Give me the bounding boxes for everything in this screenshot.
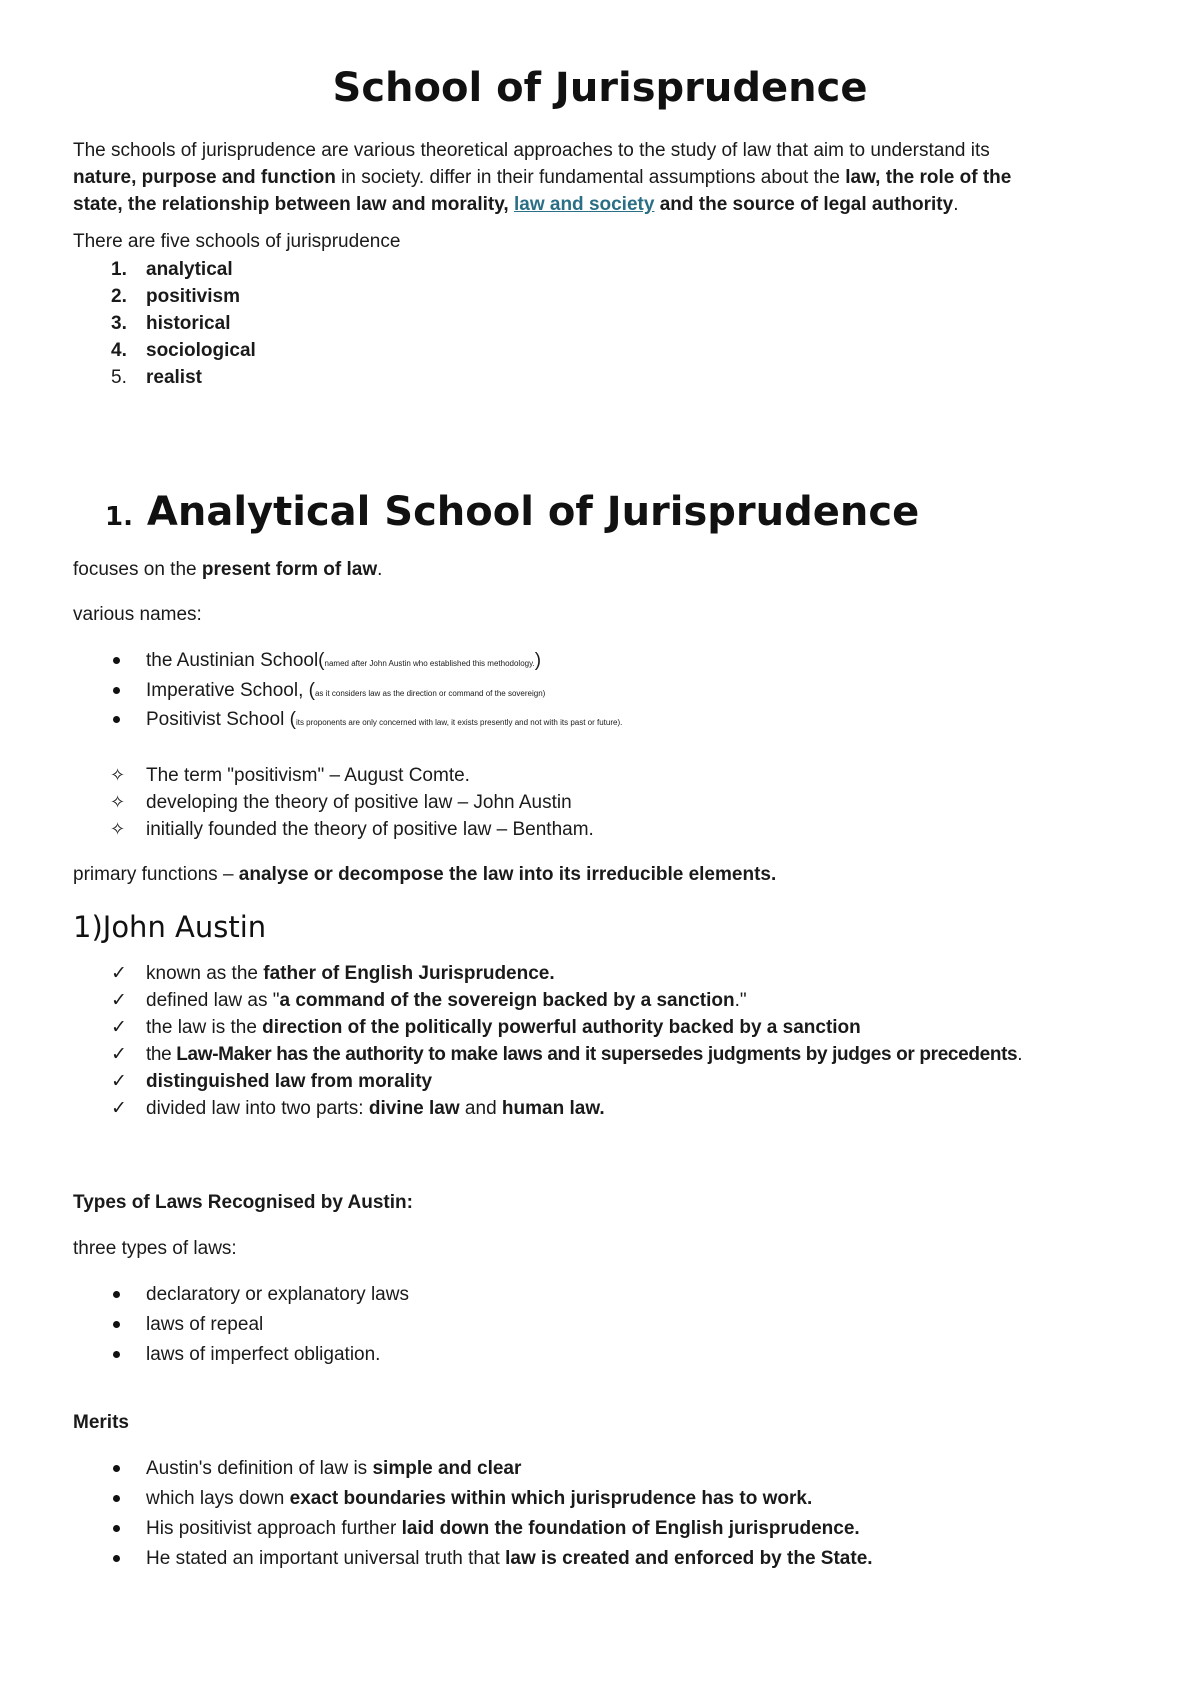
types-intro: three types of laws: [73,1238,237,1259]
name-note: as it considers law as the direction or command of the sovereign) [314,689,546,698]
name-main: the Austinian School( [146,650,325,671]
section-title: Analytical School of Jurisprudence [146,489,920,535]
intro-text-1: The schools of jurisprudence are various theoretical approaches to the study of law that aim to understand its [73,140,990,161]
bullet-icon [113,1495,120,1502]
austin-heading: 1)John Austin [73,910,267,944]
merits-heading: Merits [73,1412,129,1433]
point-bold: a command of the sovereign backed by a sanction [279,990,735,1011]
focus-bold: present form of law [201,559,378,580]
point-text [146,987,747,1014]
point-plain: the [146,1044,177,1065]
name-main: Positivist School ( [146,709,296,730]
bullet-icon [113,1555,120,1562]
name-item-text [146,677,545,704]
name-item-text [146,647,541,674]
point-text [146,1068,432,1095]
intro-line-3 [73,191,1143,218]
name-item-text [146,706,622,733]
checkmark-bullet-icon: ✓ [111,1098,127,1119]
merit-bold: law is created and enforced by the State. [505,1548,873,1569]
fact-text: The term "positivism" – August Comte. [146,765,470,786]
various-names-label: various names: [73,604,202,625]
bullet-icon [113,1291,120,1298]
fact-text: initially founded the theory of positive law – Bentham. [146,819,594,840]
type-text: laws of repeal [146,1314,264,1335]
point-bold: father of English Jurisprudence. [263,963,555,984]
checkmark-bullet-icon: ✓ [111,1044,127,1065]
point-text [146,1041,1022,1068]
point-plain: divided law into two parts: [146,1098,369,1119]
type-text: laws of imperfect obligation. [146,1344,381,1365]
bullet-icon [113,687,120,694]
checkmark-bullet-icon: ✓ [111,963,127,984]
school-label: realist [146,367,202,388]
intro-bold-2: law, the role of the [845,167,1012,188]
bullet-icon [113,1351,120,1358]
bullet-icon [113,1465,120,1472]
bullet-icon [113,657,120,664]
list-number: 4. [111,340,127,361]
merit-bold: exact boundaries within which jurisprudence has to work. [289,1488,813,1509]
intro-bold-1: nature, purpose and function [73,167,336,188]
merit-plain: which lays down [146,1488,290,1509]
point-end: and [459,1098,502,1119]
point-bold: divine law [368,1098,460,1119]
type-text: declaratory or explanatory laws [146,1284,409,1305]
section-number: 1. [105,502,133,532]
fact-text: developing the theory of positive law – John Austin [146,792,572,813]
merit-bold: laid down the foundation of English jurisprudence. [401,1518,860,1539]
list-number: 2. [111,286,127,307]
intro-line-1 [73,137,1143,164]
intro-bold-4: and the source of legal authority [654,194,954,215]
point-text [146,1095,605,1122]
focus-text: focuses on the [73,559,202,580]
point-bold: direction of the politically powerful authority backed by a sanction [262,1017,861,1038]
merit-text [146,1545,873,1572]
focus-period: . [377,559,383,580]
four-diamond-bullet-icon: ✧ [110,765,126,785]
point-text [146,1014,861,1041]
school-label: analytical [146,259,233,280]
bullet-icon [113,716,120,723]
primary-text: primary functions – [73,864,239,885]
intro-line-2 [73,164,1143,191]
name-end: ) [534,650,542,671]
law-and-society-link[interactable]: law and society [513,194,655,215]
four-diamond-bullet-icon: ✧ [110,819,126,839]
bullet-icon [113,1525,120,1532]
page-title: School of Jurisprudence [332,65,868,111]
merit-text [146,1485,812,1512]
point-text [146,960,555,987]
intro-paragraph [73,137,1143,218]
point-plain: the law is the [146,1017,263,1038]
name-main: Imperative School, ( [146,680,315,701]
five-schools-intro: There are five schools of jurisprudence [73,231,401,252]
point-plain: known as the [146,963,264,984]
merit-text [146,1515,860,1542]
school-label: sociological [146,340,256,361]
name-note: named after John Austin who established this methodology. [324,659,535,668]
point-plain: defined law as " [146,990,280,1011]
merit-plain: Austin's definition of law is [146,1458,373,1479]
intro-bold-3: state, the relationship between law and morality, [73,194,514,215]
merit-bold: simple and clear [372,1458,522,1479]
intro-text-2: in society. differ in their fundamental assumptions about the [335,167,846,188]
school-label: historical [146,313,231,334]
checkmark-bullet-icon: ✓ [111,1071,127,1092]
bullet-icon [113,1321,120,1328]
list-number: 1. [111,259,127,280]
merit-plain: His positivist approach further [146,1518,402,1539]
list-number: 3. [111,313,127,334]
checkmark-bullet-icon: ✓ [111,990,127,1011]
section-heading [105,486,919,543]
point-end: ." [734,990,747,1011]
point-bold: distinguished law from morality [146,1071,433,1092]
primary-bold: analyse or decompose the law into its irreducible elements. [238,864,777,885]
primary-functions [73,861,776,888]
merit-plain: He stated an important universal truth that [146,1548,506,1569]
intro-period: . [953,194,959,215]
types-heading: Types of Laws Recognised by Austin: [73,1192,413,1213]
point-bold: Law-Maker has the authority to make laws and it supersedes judgments by judges or precedents [176,1044,1018,1065]
point-bold-2: human law. [501,1098,605,1119]
list-number: 5. [111,367,127,388]
focus-paragraph [73,556,382,583]
merit-text [146,1455,521,1482]
point-end: . [1017,1044,1023,1065]
checkmark-bullet-icon: ✓ [111,1017,127,1038]
school-label: positivism [146,286,240,307]
name-note: its proponents are only concerned with law, it exists presently and not with its past or future). [295,718,623,727]
four-diamond-bullet-icon: ✧ [110,792,126,812]
